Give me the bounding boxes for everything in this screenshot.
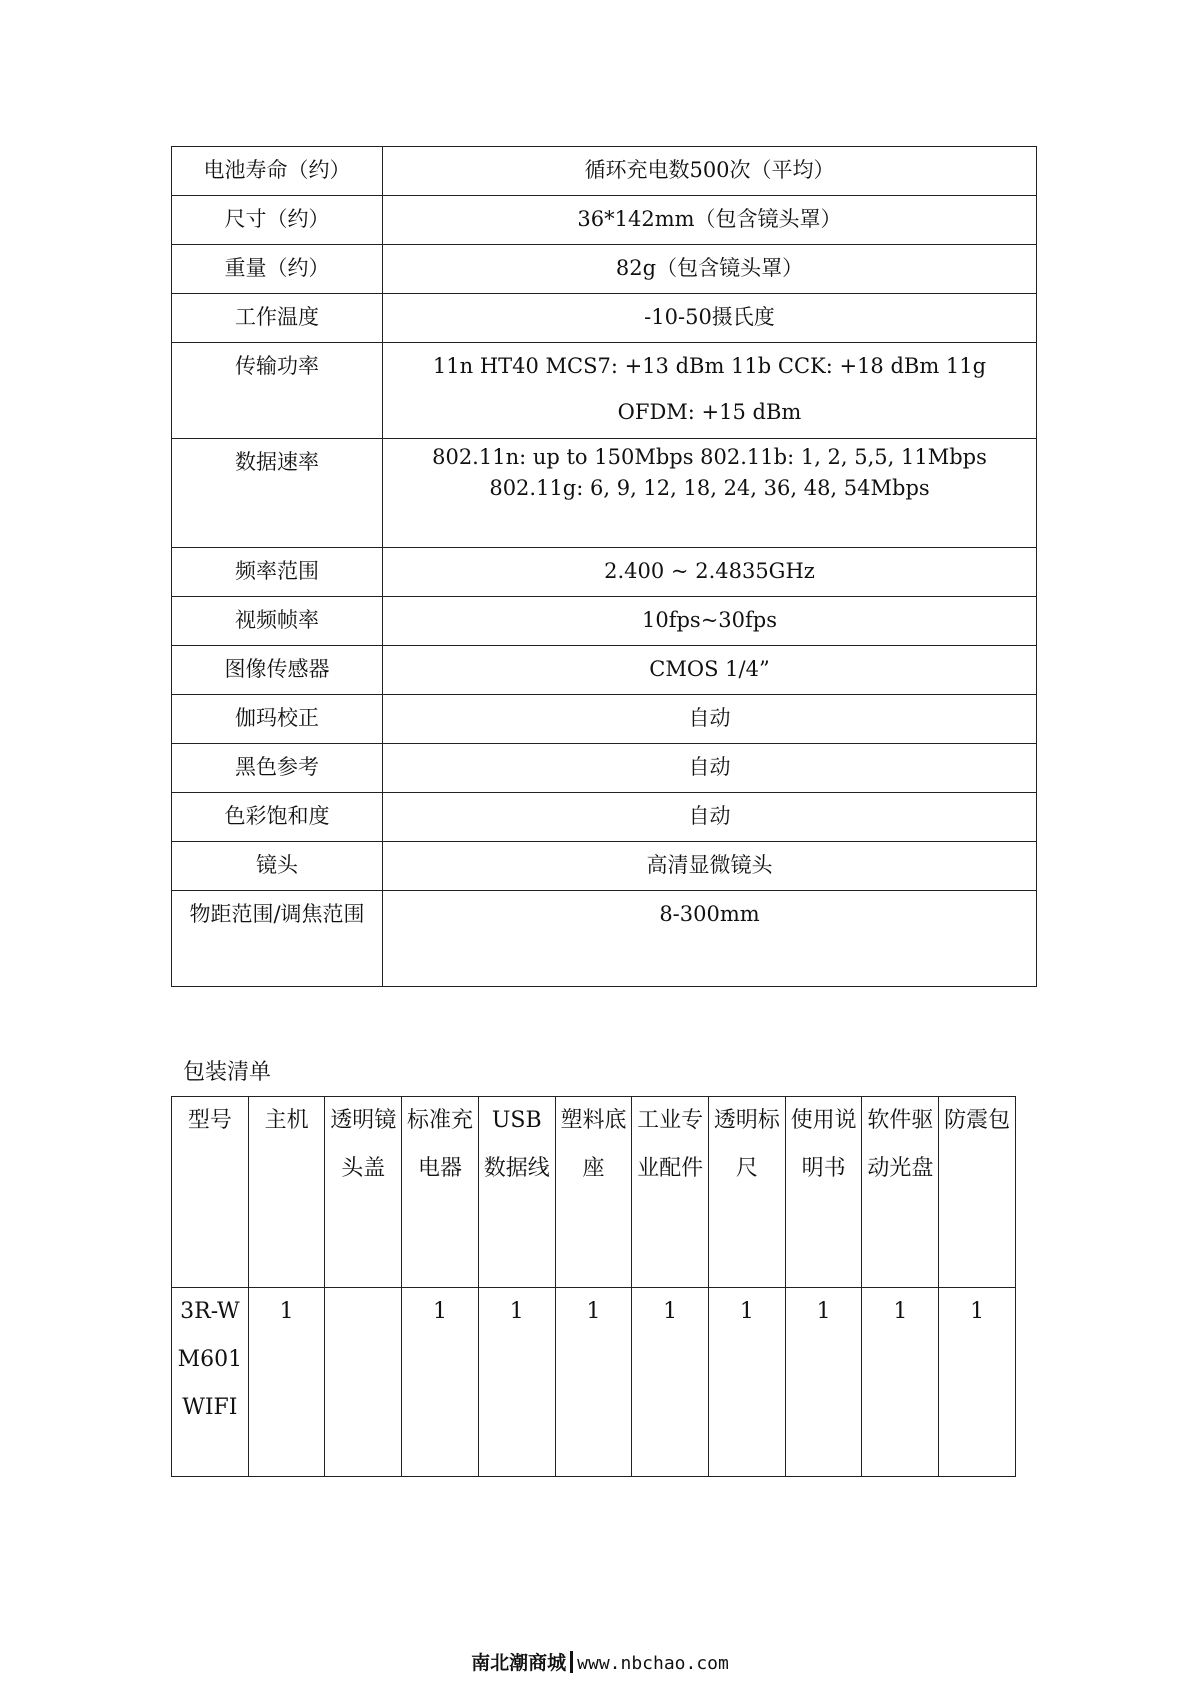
packing-header-cell: 型号 [172,1097,249,1288]
spec-row [172,793,1037,842]
spec-value: 自动 [383,744,1037,793]
packing-list-title: 包装清单 [183,1060,272,1085]
spec-label: 尺寸（约） [172,196,383,245]
packing-cell: 1 [632,1288,709,1477]
footer-separator [570,1651,573,1673]
packing-cell: 1 [785,1288,862,1477]
packing-list-table [171,1096,1016,1477]
spec-value: 8-300mm [383,891,1037,987]
spec-label: 伽玛校正 [172,695,383,744]
spec-row [172,294,1037,343]
spec-row [172,695,1037,744]
spec-label: 数据速率 [172,439,383,548]
packing-header-cell: 主机 [248,1097,325,1288]
spec-value: 2.400 ~ 2.4835GHz [383,548,1037,597]
spec-value-line: 802.11n: up to 150Mbps 802.11b: 1, 2, 5,5, 11Mbps [432,445,987,469]
spec-label: 工作温度 [172,294,383,343]
spec-row [172,842,1037,891]
packing-cell: 1 [248,1288,325,1477]
packing-header-row [172,1097,1016,1288]
packing-cell: 1 [555,1288,632,1477]
footer [0,1649,1200,1678]
spec-row [172,646,1037,695]
spec-table [171,146,1037,987]
spec-row [172,891,1037,987]
spec-label: 色彩饱和度 [172,793,383,842]
spec-row [172,343,1037,439]
spec-value: 循环充电数500次（平均） [383,147,1037,196]
packing-header-cell: USB数据线 [478,1097,555,1288]
spec-row [172,147,1037,196]
spec-value: 11n HT40 MCS7: +13 dBm 11b CCK: +18 dBm 11g OFDM: +15 dBm [383,343,1037,439]
spec-row [172,196,1037,245]
packing-header-cell: 软件驱动光盘 [862,1097,939,1288]
packing-data-row [172,1288,1016,1477]
packing-header-cell: 工业专业配件 [632,1097,709,1288]
spec-value: 10fps~30fps [383,597,1037,646]
spec-value: -10-50摄氏度 [383,294,1037,343]
packing-cell: 3R-WM601WIFI [172,1288,249,1477]
spec-label: 图像传感器 [172,646,383,695]
spec-label: 镜头 [172,842,383,891]
packing-cell: 1 [402,1288,479,1477]
packing-cell: 1 [939,1288,1016,1477]
packing-header-cell: 透明标尺 [709,1097,786,1288]
spec-value [383,439,1037,548]
packing-cell: 1 [709,1288,786,1477]
spec-value: 自动 [383,695,1037,744]
packing-header-cell: 标准充电器 [402,1097,479,1288]
spec-value: 36*142mm（包含镜头罩） [383,196,1037,245]
spec-value: 82g（包含镜头罩） [383,245,1037,294]
spec-row [172,245,1037,294]
spec-value: 高清显微镜头 [383,842,1037,891]
spec-label: 黑色参考 [172,744,383,793]
packing-header-cell: 塑料底座 [555,1097,632,1288]
spec-label: 物距范围/调焦范围 [172,891,383,987]
spec-row [172,744,1037,793]
packing-cell: 1 [478,1288,555,1477]
spec-value-line: 802.11g: 6, 9, 12, 18, 24, 36, 48, 54Mbps [489,476,930,500]
packing-header-cell: 透明镜头盖 [325,1097,402,1288]
spec-label: 重量（约） [172,245,383,294]
packing-cell: 1 [862,1288,939,1477]
spec-label: 视频帧率 [172,597,383,646]
spec-value: 自动 [383,793,1037,842]
footer-brand: 南北潮商城 [471,1652,567,1674]
spec-row [172,439,1037,548]
spec-label: 频率范围 [172,548,383,597]
spec-label: 电池寿命（约） [172,147,383,196]
packing-header-cell: 使用说明书 [785,1097,862,1288]
spec-row [172,597,1037,646]
spec-row [172,548,1037,597]
spec-label: 传输功率 [172,343,383,439]
packing-header-cell: 防震包 [939,1097,1016,1288]
spec-value: CMOS 1/4” [383,646,1037,695]
packing-cell [325,1288,402,1477]
footer-url[interactable]: www.nbchao.com [577,1653,729,1674]
